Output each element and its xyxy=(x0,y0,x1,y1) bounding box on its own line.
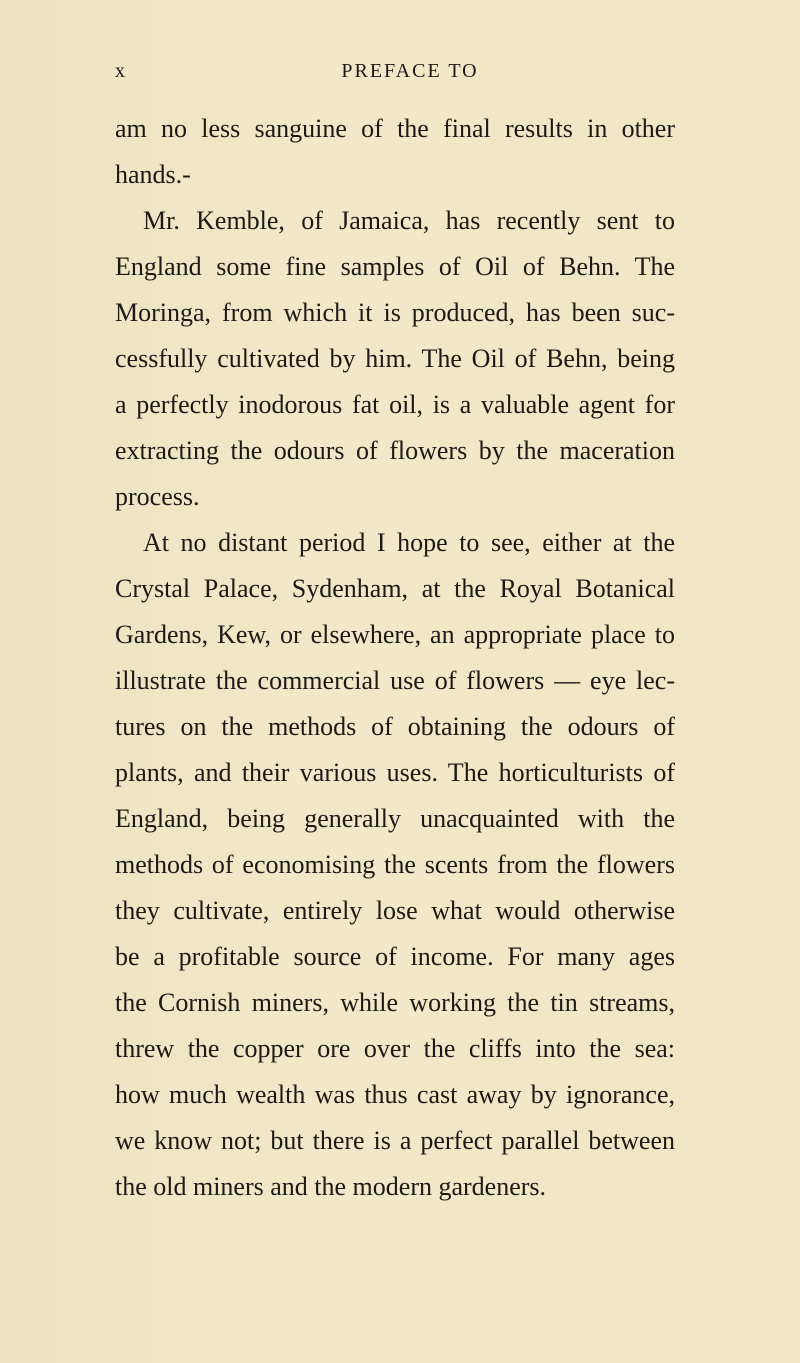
text-line: how much wealth was thus cast away by ignorance, xyxy=(115,1080,675,1109)
page-header xyxy=(115,60,675,90)
text-line: At no distant period I hope to see, either at the xyxy=(143,528,675,557)
text-line: Gardens, Kew, or elsewhere, an appropriate place to xyxy=(115,620,675,649)
page-number: x xyxy=(115,60,126,82)
text-line: plants, and their various uses. The horticulturists of xyxy=(115,758,675,787)
text-line: illustrate the commercial use of flowers — eye lec- xyxy=(115,666,675,695)
text-line: am no less sanguine of the final results in other xyxy=(115,114,675,143)
text-line: England, being generally unacquainted with the xyxy=(115,804,675,833)
running-title: PREFACE TO xyxy=(341,60,479,82)
text-line: England some fine samples of Oil of Behn. The xyxy=(115,252,675,281)
text-line: the old miners and the modern gardeners. xyxy=(115,1172,547,1201)
text-line: threw the copper ore over the cliffs into the sea: xyxy=(115,1034,675,1063)
text-line: methods of economising the scents from the flowers xyxy=(115,850,675,879)
text-line: be a profitable source of income. For many ages xyxy=(115,942,675,971)
text-line: tures on the methods of obtaining the odours of xyxy=(115,712,675,741)
text-line: we know not; but there is a perfect parallel between xyxy=(115,1126,675,1155)
text-line: extracting the odours of flowers by the maceration xyxy=(115,436,675,465)
body-text xyxy=(115,106,675,1210)
text-line: hands.- xyxy=(115,160,191,189)
text-line: process. xyxy=(115,482,200,511)
text-line: Crystal Palace, Sydenham, at the Royal Botanical xyxy=(115,574,675,603)
text-line: the Cornish miners, while working the tin streams, xyxy=(115,988,675,1017)
text-line: Mr. Kemble, of Jamaica, has recently sent to xyxy=(143,206,675,235)
text-line: Moringa, from which it is produced, has been suc- xyxy=(115,298,675,327)
text-line: they cultivate, entirely lose what would otherwise xyxy=(115,896,675,925)
text-line: a perfectly inodorous fat oil, is a valuable agent for xyxy=(115,390,675,419)
text-line: cessfully cultivated by him. The Oil of Behn, being xyxy=(115,344,675,373)
